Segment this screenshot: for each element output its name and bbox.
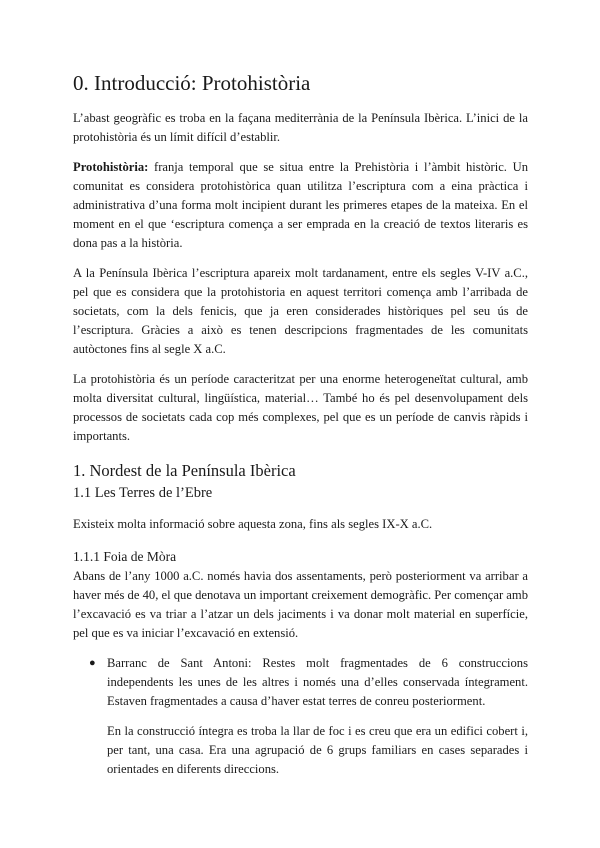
section-1-heading: 1. Nordest de la Península Ibèrica: [73, 461, 296, 480]
iberica-paragraph: A la Península Ibèrica l’escriptura apareix molt tardanament, entre els segles V-IV a.C., pel que es considera que la protohistoria en aquest territori comença amb l’arribada de societats, com la dels fenicis, que ja eren considerades històriques pel seu ús de l’escriptura. Gràcies a això es tenen descripcions fragmentades de les comunitats autòctones fins al segle X a.C.: [73, 266, 528, 356]
bullet-item-text: Barranc de Sant Antoni: Restes molt fragmentades de 6 construccions independents les unes de les altres i només una d’elles conservada íntegrament. Estaven fragmentades a causa d’haver estat terres de conreu posteriorment.: [107, 656, 528, 708]
document-title: 0. Introducció: Protohistòria: [73, 71, 311, 95]
section-1-1-1-paragraph: Abans de l’any 1000 a.C. només havia dos assentaments, però posteriorment va arribar a haver més de 40, el que denotava un important creixement demogràfic. Per començar amb l’excavació es va triar a l’atzar un dels jaciments i va donar molt material en superfície, pel que es va iniciar l’excavació en extensió.: [73, 569, 528, 640]
heterogeneitat-paragraph: La protohistòria és un període caracteritzat per una enorme heterogeneïtat cultural, amb molta diversitat cultural, lingüística, material… També ho és pel desenvolupament dels processos de societats cada cop més complexes, pel que es un període de canvis ràpids i importants.: [73, 372, 528, 443]
definition-term: Protohistòria:: [73, 160, 149, 174]
intro-paragraph: L’abast geogràfic es troba en la façana mediterrània de la Península Ibèrica. L’inici de la protohistòria és un límit difícil d’establir.: [73, 111, 528, 144]
section-1-1-paragraph: Existeix molta informació sobre aquesta zona, fins als segles IX-X a.C.: [73, 517, 433, 531]
section-1-1-1-heading: 1.1.1 Foia de Mòra: [73, 549, 177, 564]
bullet-followup-paragraph: En la construcció íntegra es troba la llar de foc i es creu que era un edifici cobert i, per tant, una casa. Era una agrupació de 6 grups familiars en cases separades i orientades en diferents direccions.: [107, 724, 528, 776]
bullet-list: [73, 654, 528, 711]
list-item: [89, 654, 528, 711]
definition-text: franja temporal que se situa entre la Prehistòria i l’àmbit històric. Un comunitat es considera protohistòrica quan utilitza l’escriptura com a eina pràctica i administrativa d’una forma molt incipient durant les primeres etapes de la mateixa. En el moment en el que ‘escriptura comença a ser emprada en la creació de textos literaris es dona pas a la història.: [73, 160, 528, 250]
definition-paragraph: [73, 158, 528, 253]
bullet-icon: ●: [89, 657, 96, 669]
section-1-1-heading: 1.1 Les Terres de l’Ebre: [73, 485, 213, 501]
